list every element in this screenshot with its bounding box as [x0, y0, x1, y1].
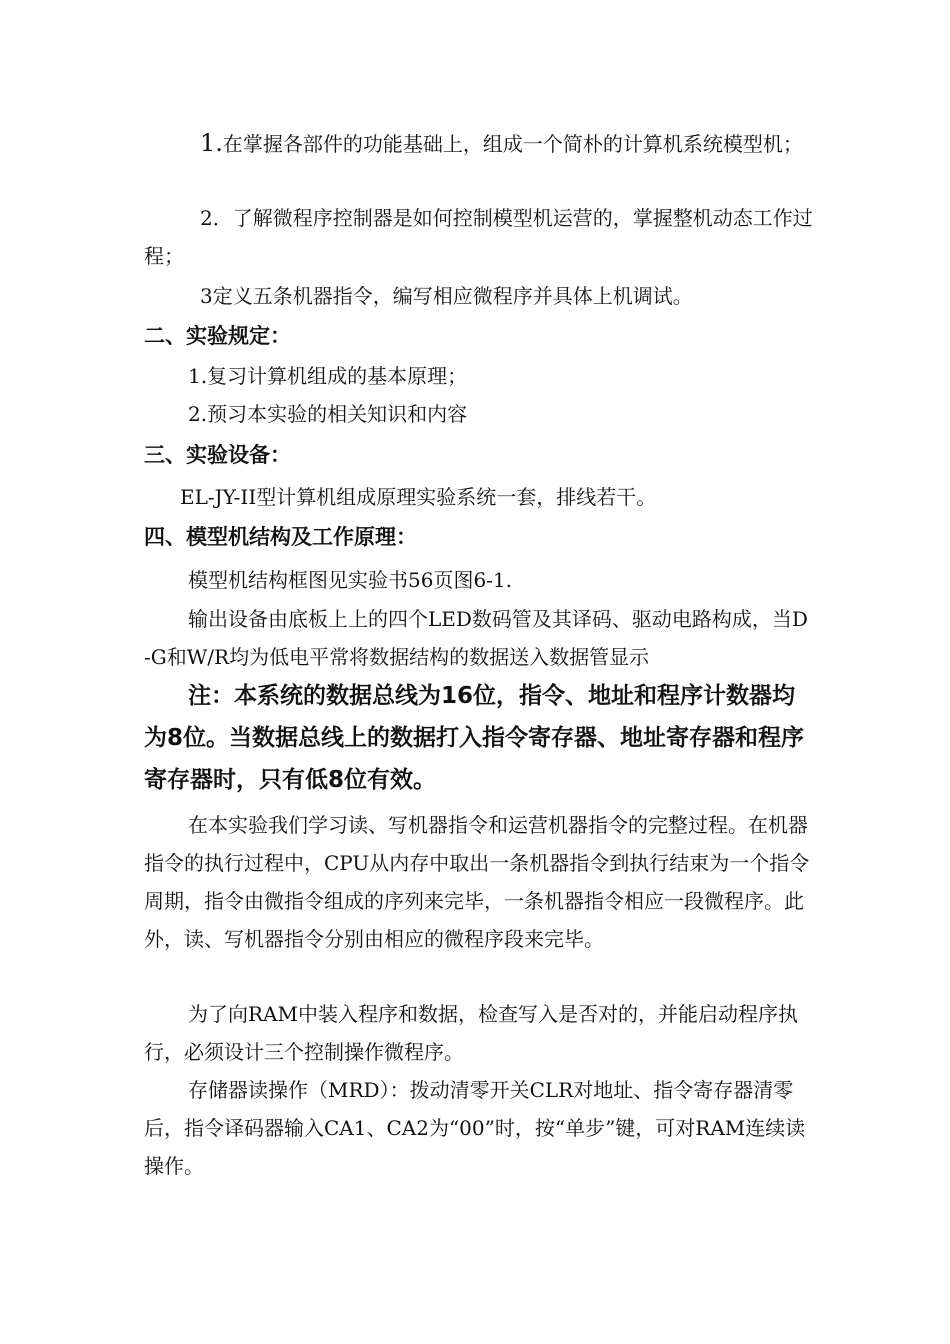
- objective-item-1: [144, 124, 814, 163]
- section-heading-equipment: 三、实验设备：: [144, 443, 291, 467]
- objective-item-3: 3定义五条机器指令，编写相应微程序并具体上机调试。: [200, 284, 693, 308]
- requirement-item-1: 1.复习计算机组成的基本原理；: [188, 364, 468, 388]
- section-heading-model-structure: 四、模型机结构及工作原理：: [144, 525, 417, 549]
- equipment-text: EL-JY-II型计算机组成原理实验系统一套，排线若干。: [180, 485, 657, 509]
- objective-item-2: 2．了解微程序控制器是如何控制模型机运营的，掌握整机动态工作过程；: [144, 206, 813, 268]
- model-structure-para-3: 在本实验我们学习读、写机器指令和运营机器指令的完整过程。在机器指令的执行过程中，CPU从内存中取出一条机器指令到执行结束为一个指令周期，指令由微指令组成的序列来完毕，一条机器指令相应一段微程序。此外，读、写机器指令分别由相应的微程序段来完毕。: [144, 813, 810, 951]
- bus-width-note: 注：本系统的数据总线为16位，指令、地址和程序计数器均为8位。当数据总线上的数据打入指令寄存器、地址寄存器和程序寄存器时，只有低8位有效。: [144, 683, 805, 793]
- objective-item-1-text: 在掌握各部件的功能基础上，组成一个简朴的计算机系统模型机；: [222, 132, 803, 156]
- model-structure-para-4: 为了向RAM中装入程序和数据，检查写入是否对的，并能启动程序执行，必须设计三个控制操作微程序。: [144, 1002, 798, 1064]
- model-structure-para-1: 模型机结构框图见实验书56页图6-1.: [188, 568, 513, 592]
- model-structure-para-2: 输出设备由底板上上的四个LED数码管及其译码、驱动电路构成，当D-G和W/R均为低电平常将数据结构的数据送入数据管显示: [144, 607, 808, 669]
- model-structure-para-5: 存储器读操作（MRD）：拨动清零开关CLR对地址、指令寄存器清零后，指令译码器输入CA1、CA2为“00”时，按“单步”键，可对RAM连续读操作。: [144, 1078, 806, 1178]
- requirement-item-2: 2.预习本实验的相关知识和内容: [188, 402, 468, 426]
- objective-item-1-number: 1.: [200, 129, 223, 157]
- section-heading-requirements: 二、实验规定：: [144, 324, 291, 348]
